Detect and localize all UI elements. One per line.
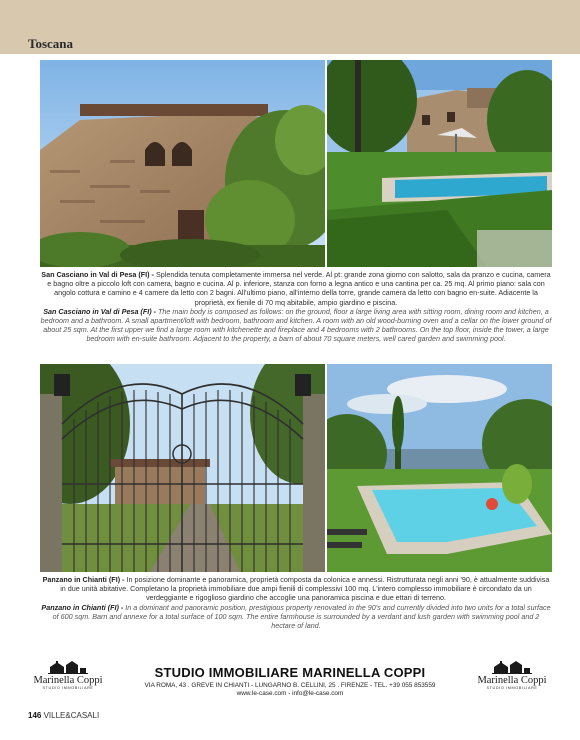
listing-2-text-en: In a dominant and panoramic position, prestigious property renovated in the 90's and currently divided into two units for a total surface of 600 sqm. Barn and annexe for a total surface of 100 sqm. The entire farmhouse is surrounded by a verdant and lush garden with swimming pool and 2 hectare of land. bbox=[52, 602, 551, 631]
villa-skyline-icon bbox=[492, 657, 532, 675]
listing-1-location-en: San Casciano in Val di Pesa (FI) - bbox=[43, 306, 157, 316]
agency-footer bbox=[28, 657, 552, 707]
listing-1-caption bbox=[40, 270, 552, 344]
agency-logo-sub: STUDIO IMMOBILIARE bbox=[486, 686, 538, 690]
agency-info bbox=[116, 665, 464, 697]
page-number: 146 bbox=[28, 711, 42, 720]
agency-name: STUDIO IMMOBILIARE MARINELLA COPPI bbox=[154, 665, 426, 680]
listing-1-text-it: Splendida tenuta completamente immersa nel verde. Al pt: grande zona giorno con salotto, sala da pranzo e cucina, camera e bagno oltre a piccolo loft con camera, bagno e cucina. Al p. inferiore, stanza con forno a legna antico e una cantina per ca. 25 mq. Al primo piano: sala con angolo cottura e camino e 4 camere da letto con 2 bagni. All'ultimo piano, all'interno della torre, grande camera da letto con bagno en-suite. Adiacente la proprietà, ex fienile di 70 mq abitabile, ampio giardino e piscina. bbox=[47, 270, 551, 307]
magazine-name: VILLE&CASALI bbox=[43, 711, 100, 720]
agency-address: VIA ROMA, 43 . GREVE IN CHIANTI - LUNGARNO B. CELLINI, 25 . FIRENZE - TEL. +39 055 853559 bbox=[144, 682, 436, 689]
agency-logo-sub: STUDIO IMMOBILIARE bbox=[42, 686, 94, 690]
listing-2-caption bbox=[40, 575, 552, 630]
agency-logo-name: Marinella Coppi bbox=[477, 675, 547, 686]
agency-logo-right bbox=[472, 657, 552, 705]
agency-logo-left bbox=[28, 657, 108, 705]
villa-stone-facade-photo bbox=[40, 60, 325, 267]
agency-web[interactable]: www.le-case.com - info@le-case.com bbox=[236, 690, 344, 697]
villa-skyline-icon bbox=[48, 657, 88, 675]
listing-2-location-en: Panzano in Chianti (FI) - bbox=[41, 602, 124, 612]
listing-2-text-it: In posizione dominante e panoramica, proprietà composta da colonica e annessi. Ristrutturata negli anni '90, è attualmente suddivisa in due unità abitative. Completano la proprietà immobiliare due ampi fienili di complessivi 100 mq. L'intero complesso immobiliare è circondato da un verdeggiante e rigoglioso giardino che accoglie una panoramica piscina e due ettari di terreno. bbox=[60, 575, 550, 603]
page-footer bbox=[28, 711, 99, 720]
region-title: Toscana bbox=[28, 36, 74, 51]
pool-countryside-photo bbox=[327, 364, 552, 572]
listing-1-location-it: San Casciano in Val di Pesa (FI) - bbox=[41, 270, 154, 279]
listing-2-location-it: Panzano in Chianti (FI) - bbox=[42, 575, 125, 584]
header-band bbox=[0, 0, 580, 54]
listing-1-text-en: The main body is composed as follows: on the ground, floor a large living area with sitting room, dining room and kitchen, a bedroom and a bathroom. A small apartment/loft with bedroom, bathroom and kitchen. A room with an old wood-burning oven and a cellar on the lower ground of about 25 sqm. At the first upper we find a large room with kitchenette and fireplace and 4 bedrooms with 2 bathrooms. On the top floor, inside the tower, a large bedroom with en-suite bathroom. Adjacent to the property, a barn of about 70 square meters, well cared garden and swimming pool. bbox=[40, 306, 552, 344]
iron-gate-photo bbox=[40, 364, 325, 572]
villa-pool-garden-photo bbox=[327, 60, 552, 267]
agency-logo-name: Marinella Coppi bbox=[33, 675, 103, 686]
